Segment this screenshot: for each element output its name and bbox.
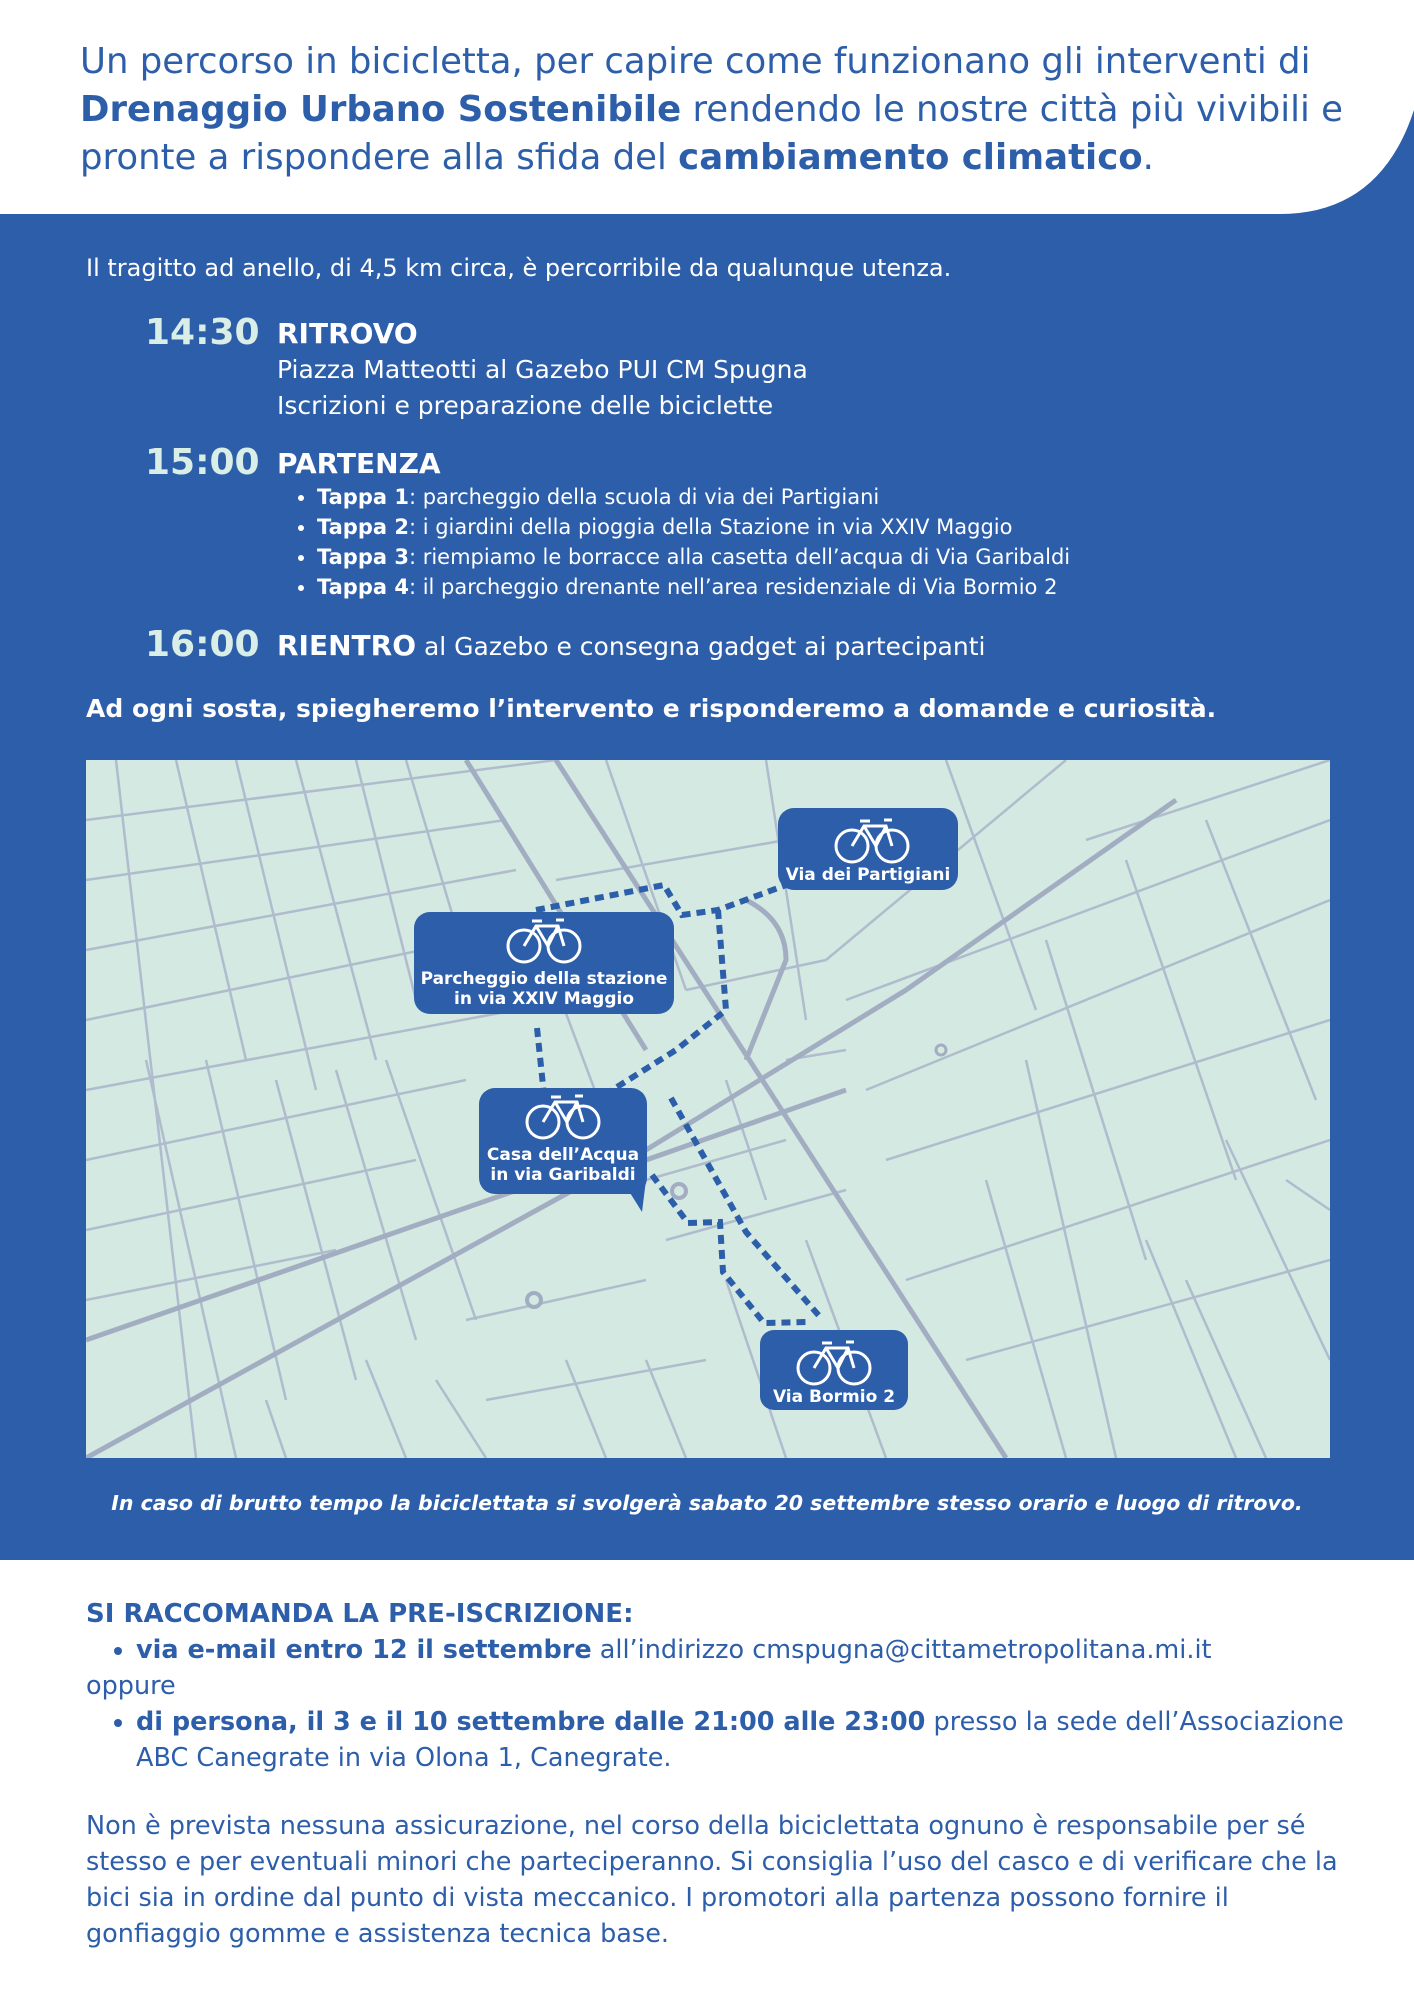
rientro-block xyxy=(277,628,985,665)
ritrovo-info: Iscrizioni e preparazione delle biciclette xyxy=(277,391,774,420)
time-partenza: 15:00 xyxy=(145,442,260,483)
stops-list xyxy=(277,482,1070,602)
registration-section xyxy=(86,1596,1346,1776)
route-description: Il tragitto ad anello, di 4,5 km circa, è percorribile da qualunque utenza. xyxy=(86,254,952,282)
list-item: • Tappa 1: parcheggio della scuola di via dei Partigiani xyxy=(317,482,1070,512)
pin-label-stazione-2: in via XXIV Maggio xyxy=(454,989,634,1009)
registration-list xyxy=(86,1632,1346,1668)
registration-title: SI RACCOMANDA LA PRE-ISCRIZIONE: xyxy=(86,1599,634,1629)
pin-label-stazione-1: Parcheggio della stazione xyxy=(420,969,668,989)
pin-parcheggio-stazione[interactable] xyxy=(414,912,674,1014)
time-rientro: 16:00 xyxy=(145,624,260,665)
rientro-heading: RIENTRO xyxy=(277,629,417,662)
time-ritrovo: 14:30 xyxy=(145,312,260,353)
partenza-block xyxy=(277,446,1070,602)
pin-label-acqua-2: in via Garibaldi xyxy=(490,1165,636,1185)
pin-label-partigiani: Via dei Partigiani xyxy=(785,865,951,885)
list-item: • Tappa 4: il parcheggio drenante nell’area residenziale di Via Bormio 2 xyxy=(317,572,1070,602)
ritrovo-block xyxy=(277,316,808,424)
registration-list-2 xyxy=(86,1704,1346,1776)
registration-in-person: • di persona, il 3 e il 10 settembre dalle 21:00 alle 23:00 presso la sede dell’Associazione ABC Canegrate in via Olona 1, Canegrate. xyxy=(136,1704,1346,1776)
bad-weather-note: In caso di brutto tempo la biciclettata si svolgerà sabato 20 settembre stesso orario e luogo di ritrovo. xyxy=(111,1491,1303,1515)
list-item: • Tappa 3: riempiamo le borracce alla casetta dell’acqua di Via Garibaldi xyxy=(317,542,1070,572)
partenza-heading: PARTENZA xyxy=(277,447,441,480)
route-map xyxy=(86,760,1330,1458)
registration-email: • via e-mail entro 12 il settembre all’indirizzo cmspugna@cittametropolitana.mi.it xyxy=(136,1632,1346,1668)
ritrovo-heading: RITROVO xyxy=(277,317,418,350)
pin-casa-acqua[interactable] xyxy=(479,1088,647,1212)
intro-text: Un percorso in bicicletta, per capire come funzionano gli interventi di Drenaggio Urbano Sostenibile rendendo le nostre città più vivibili e pronte a rispondere alla sfida del cambiamento climatico. xyxy=(80,41,1344,178)
pin-via-bormio[interactable] xyxy=(760,1330,908,1410)
registration-or: oppure xyxy=(86,1671,176,1701)
list-item: • Tappa 2: i giardini della pioggia della Stazione in via XXIV Maggio xyxy=(317,512,1070,542)
stops-note: Ad ogni sosta, spiegheremo l’intervento e risponderemo a domande e curiosità. xyxy=(86,694,1217,723)
pin-via-dei-partigiani[interactable] xyxy=(778,808,958,890)
ritrovo-location: Piazza Matteotti al Gazebo PUI CM Spugna xyxy=(277,355,808,384)
pin-label-bormio: Via Bormio 2 xyxy=(772,1387,896,1407)
pin-label-acqua-1: Casa dell’Acqua xyxy=(486,1145,640,1165)
rientro-text: al Gazebo e consegna gadget ai partecipanti xyxy=(416,632,986,661)
disclaimer: Non è prevista nessuna assicurazione, nel corso della biciclettata ognuno è responsabile per sé stesso e per eventuali minori che parteciperanno. Si consiglia l’uso del casco e di verificare che la bici sia in ordine dal punto di vista meccanico. I promotori alla partenza possono fornire il gonfiaggio gomme e assistenza tecnica base. xyxy=(86,1811,1338,1949)
